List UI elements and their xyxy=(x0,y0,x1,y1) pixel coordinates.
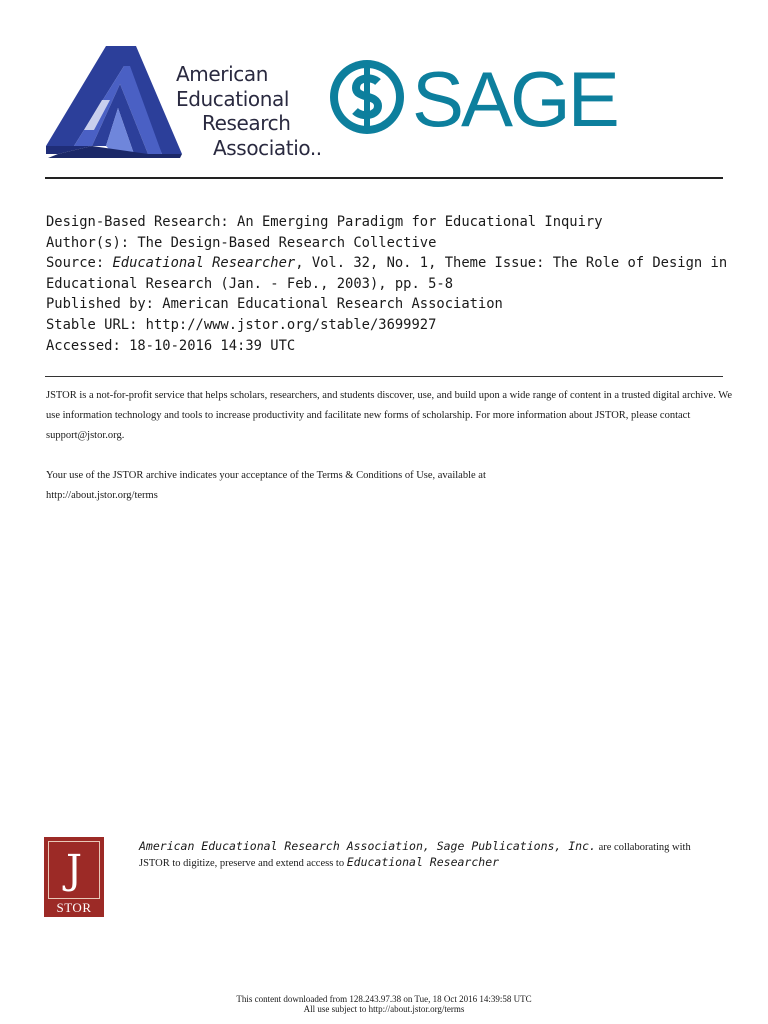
aera-triangle-mark xyxy=(44,42,184,160)
aera-logo-line: Research xyxy=(202,111,291,135)
aera-logo-text xyxy=(176,62,322,160)
collaboration-line xyxy=(139,855,739,871)
collaboration-purpose: JSTOR to digitize, preserve and extend access to xyxy=(139,858,347,869)
collaboration-line xyxy=(139,839,739,855)
aera-logo-line: American xyxy=(176,62,268,86)
collaboration-statement xyxy=(139,839,739,871)
citation-divider xyxy=(45,376,723,377)
jstor-logo-frame xyxy=(48,841,100,899)
article-source xyxy=(46,253,726,274)
header-divider xyxy=(45,177,723,179)
sage-logo-wordmark: SAGE xyxy=(412,55,617,143)
collaboration-text: are collaborating with xyxy=(595,842,691,853)
stable-url-link[interactable]: Stable URL: http://www.jstor.org/stable/3699927 xyxy=(46,316,437,333)
source-journal: Educational Researcher xyxy=(112,255,296,272)
terms-text: Your use of the JSTOR archive indicates your acceptance of the Terms & Conditions of Use, available at xyxy=(46,470,486,481)
jstor-notice xyxy=(46,386,736,506)
aera-logo-icon xyxy=(44,42,334,160)
article-publisher: Published by: American Educational Research Association xyxy=(46,296,503,313)
citation-block xyxy=(46,212,726,356)
jstor-logo-text: STOR xyxy=(56,900,92,915)
aera-logo-line: Associatio.. xyxy=(213,135,322,160)
download-info: This content downloaded from 128.243.97.38 on Tue, 18 Oct 2016 14:39:58 UTC xyxy=(236,994,532,1004)
jstor-logo-icon xyxy=(44,837,104,917)
sage-s-mark-icon xyxy=(328,58,408,136)
article-title: Design-Based Research: An Emerging Paradigm for Educational Inquiry xyxy=(46,214,603,230)
aera-logo-line: Educational xyxy=(176,86,289,111)
collaborating-partners: American Educational Research Association, Sage Publications, Inc. xyxy=(139,839,596,853)
accessed-date: Accessed: 18-10-2016 14:39 UTC xyxy=(46,337,296,354)
sage-logo-icon xyxy=(328,55,617,143)
terms-paragraph xyxy=(46,466,736,506)
jstor-logo-letter: J xyxy=(65,847,83,893)
source-prefix: Source: xyxy=(46,255,113,272)
terms-link[interactable]: http://about.jstor.org/terms xyxy=(46,490,158,501)
download-footer xyxy=(0,994,768,1014)
terms-footer-link[interactable]: All use subject to http://about.jstor.org/terms xyxy=(303,1004,465,1014)
source-details: , Vol. 32, No. 1, Theme Issue: The Role of Design in xyxy=(295,255,728,272)
collaboration-journal: Educational Researcher xyxy=(346,855,500,869)
article-authors: Author(s): The Design-Based Research Collective xyxy=(46,234,437,251)
notice-paragraph: JSTOR is a not-for-profit service that helps scholars, researchers, and students discover, use, and build upon a wide range of content in a trusted digital archive. We use information technology and tools to increase productivity and facilitate new forms of scholarship. For more information about JSTOR, please contact support@jstor.org. xyxy=(46,390,732,441)
article-source-continued: Educational Research (Jan. - Feb., 2003), pp. 5-8 xyxy=(46,275,454,292)
